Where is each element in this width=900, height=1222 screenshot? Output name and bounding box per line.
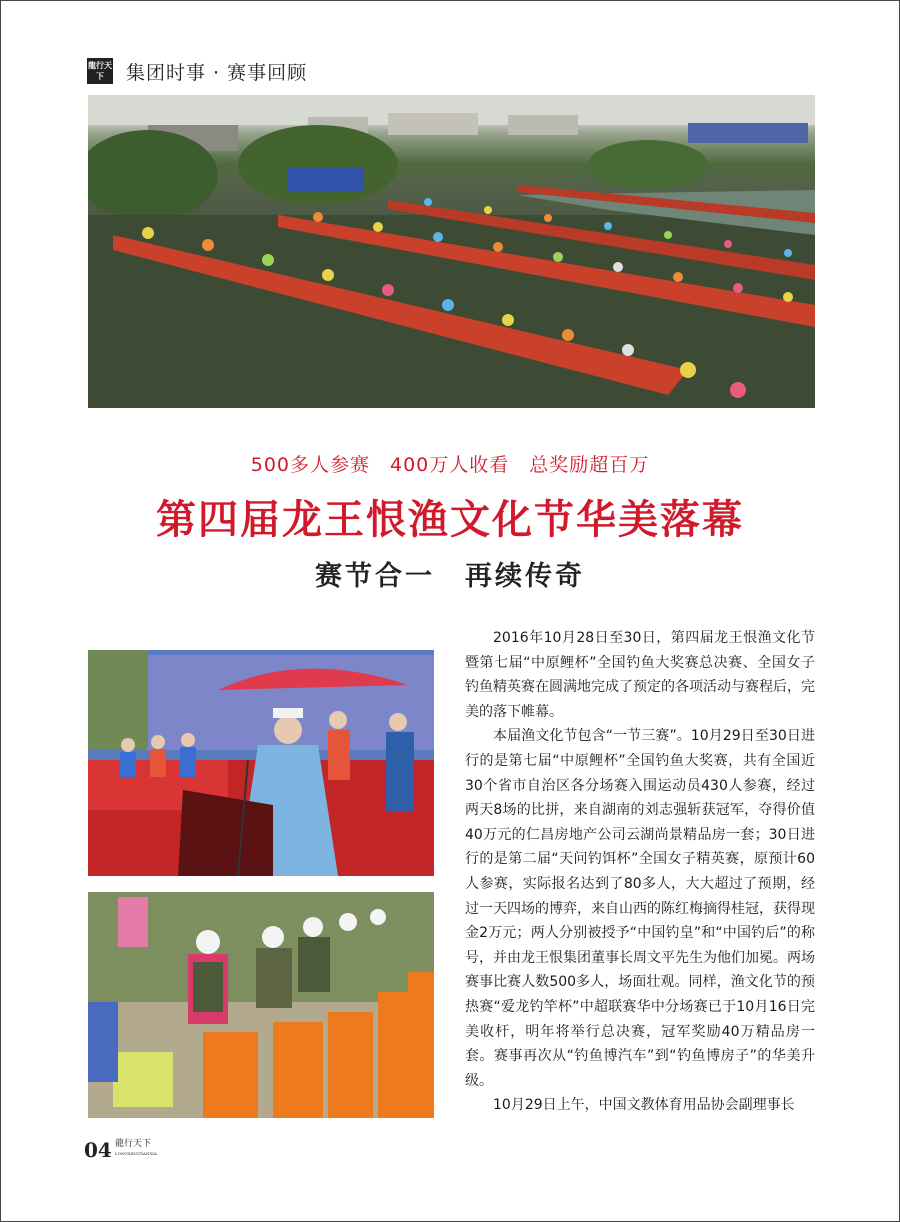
footer-logo	[115, 1139, 157, 1159]
article-paragraph: 本届渔文化节包含“一节三赛”。10月29日至30日进行的是第七届“中原鲤杯”全国钓鱼大奖赛，共有全国近30个省市自治区各分场赛入围运动员430人参赛，经过两天8场的比拼，来自湖南的刘志强斩获冠军，夺得价值40万元的仁昌房地产公司云湖尚景精品房一套；30日进行的是第二届“天问钓饵杯”全国女子精英赛，原预计60人参赛，实际报名达到了80多人，大大超过了预期，经过一天四场的博弈，来自山西的陈红梅摘得桂冠，获得现金2万元；两人分别被授予“中国钓皇”和“中国钓后”的称号，并由龙王恨集团董事长周文平先生为他们加冕。两场赛事比赛人数500多人，场面壮观。同样，渔文化节的预热赛“爱龙钓竿杯”中超联赛华中分场赛已于10月16日完美收杆，明年将举行总决赛，冠军奖励40万精品房一套。赛事再次从“钓鱼博汽车”到“钓鱼博房子”的华美升级。	[465, 728, 815, 1089]
article-body	[465, 626, 815, 1118]
page-number: 04	[84, 1138, 112, 1162]
article-title: 第四届龙王恨渔文化节华美落幕	[156, 496, 744, 543]
speaker-podium-photo	[88, 650, 434, 876]
article-subtitle: 赛节合一 再续传奇	[315, 561, 585, 592]
article-paragraph: 2016年10月28日至30日，第四届龙王恨渔文化节暨第七届“中原鲤杯”全国钓鱼大奖赛总决赛、全国女子钓鱼精英赛在圆满地完成了预定的各项活动与赛程后，完美的落下帷幕。	[465, 630, 815, 720]
aerial-fishing-contest-photo	[88, 95, 815, 408]
footer-logo-text: 龍行天下	[115, 1139, 152, 1149]
footer-logo-small: LONGXINGTIANXIA	[115, 1151, 157, 1156]
section-header: 集团时事 · 赛事回顾	[126, 62, 308, 84]
article-kicker: 500多人参赛 400万人收看 总奖励超百万	[250, 454, 650, 476]
article-paragraph: 10月29日上午，中国文教体育用品协会副理事长	[493, 1097, 795, 1114]
magazine-logo: 龍行天下	[87, 58, 113, 84]
women-anglers-photo	[88, 892, 434, 1118]
